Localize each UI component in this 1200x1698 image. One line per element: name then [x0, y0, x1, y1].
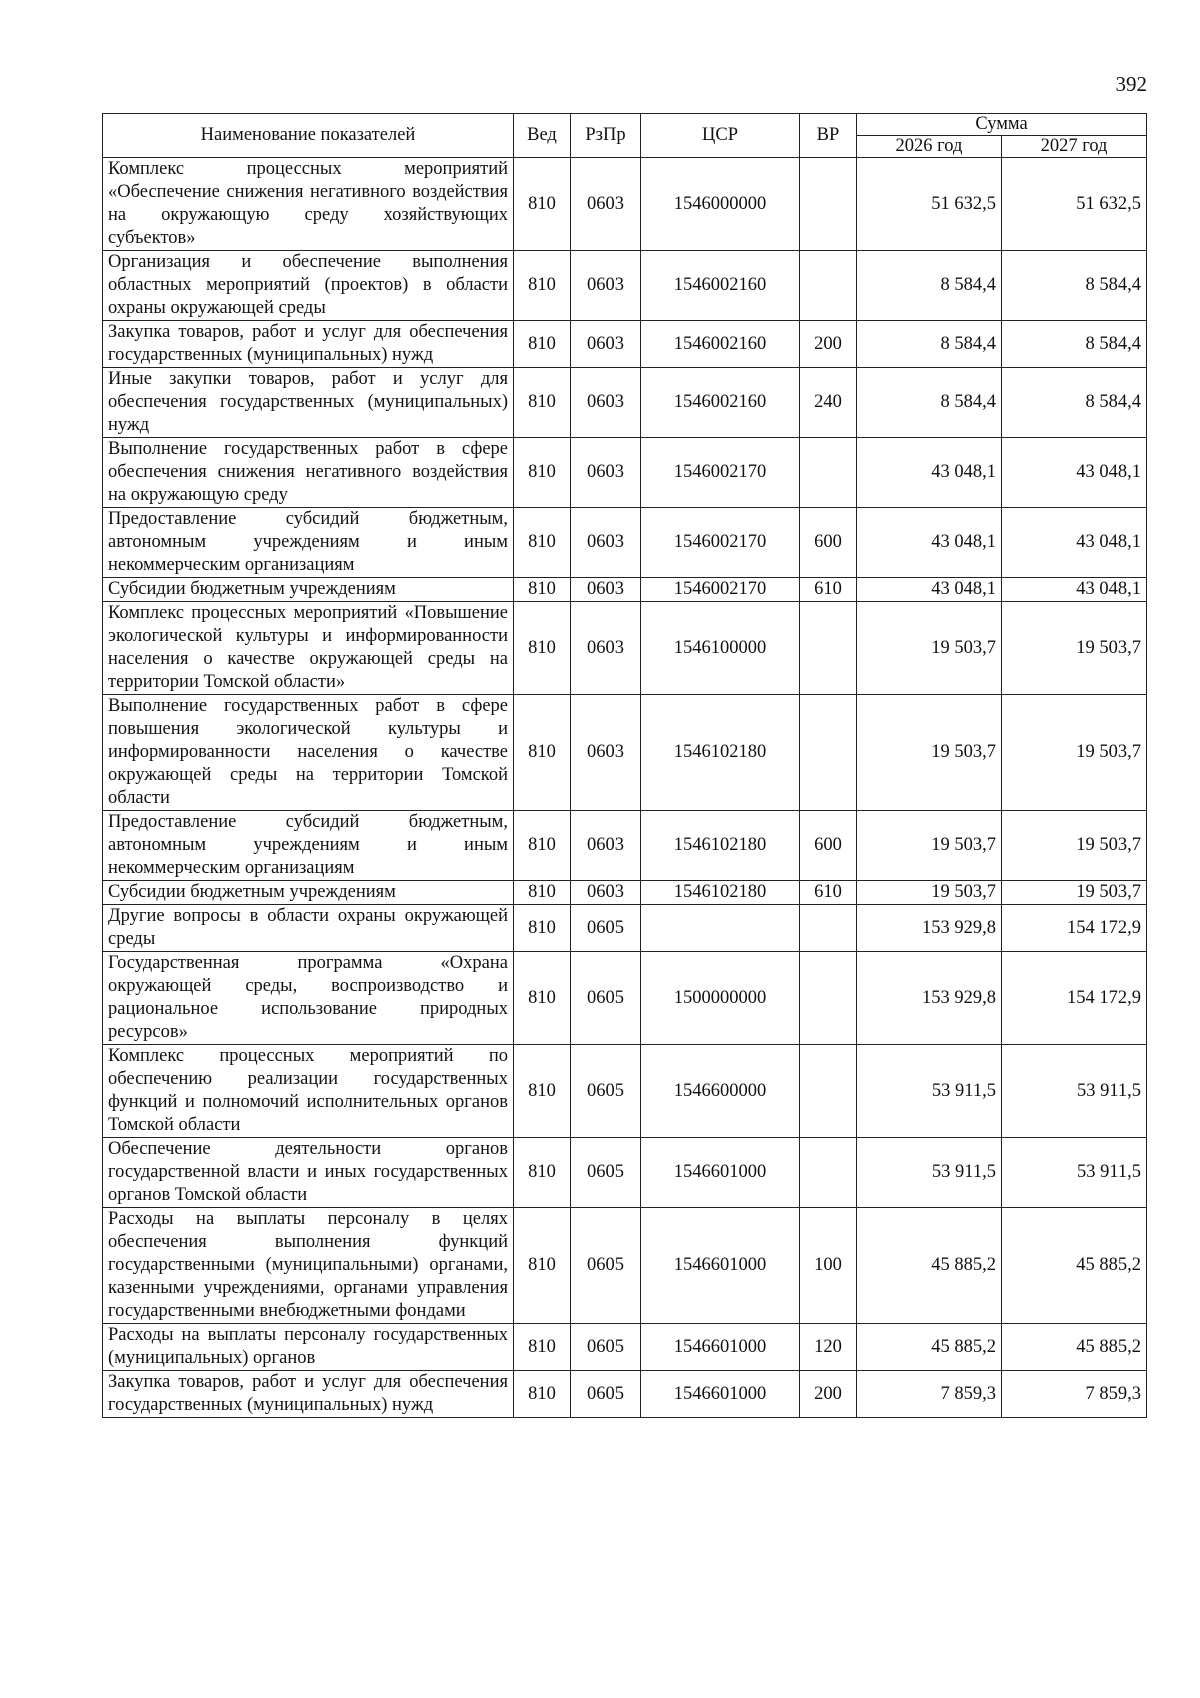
row-ved: 810 — [514, 578, 571, 602]
table-row — [103, 881, 1147, 905]
row-csr: 1500000000 — [641, 952, 800, 1045]
row-ved: 810 — [514, 368, 571, 438]
row-vr: 600 — [800, 811, 857, 881]
row-rzpr: 0603 — [571, 438, 641, 508]
row-vr — [800, 905, 857, 952]
row-rzpr: 0603 — [571, 695, 641, 811]
row-csr: 1546102180 — [641, 811, 800, 881]
row-name: Субсидии бюджетным учреждениям — [103, 881, 514, 905]
row-vr — [800, 695, 857, 811]
row-csr: 1546102180 — [641, 695, 800, 811]
row-csr: 1546002170 — [641, 508, 800, 578]
row-sum-2026: 153 929,8 — [857, 905, 1002, 952]
row-sum-2027: 7 859,3 — [1002, 1371, 1147, 1418]
row-rzpr: 0603 — [571, 368, 641, 438]
row-name: Закупка товаров, работ и услуг для обеспечения государственных (муниципальных) нужд — [103, 321, 514, 368]
row-rzpr: 0605 — [571, 1324, 641, 1371]
row-ved: 810 — [514, 1138, 571, 1208]
page-number: 392 — [1115, 72, 1147, 96]
header-vr: ВР — [800, 114, 857, 158]
row-sum-2027: 45 885,2 — [1002, 1208, 1147, 1324]
row-csr: 1546601000 — [641, 1138, 800, 1208]
table-row — [103, 1371, 1147, 1418]
header-year-2027: 2027 год — [1002, 136, 1147, 158]
row-vr: 200 — [800, 1371, 857, 1418]
row-sum-2027: 19 503,7 — [1002, 602, 1147, 695]
row-rzpr: 0605 — [571, 1045, 641, 1138]
row-name: Расходы на выплаты персоналу в целях обеспечения выполнения функций государственными (муниципальными) органами, казенными учреждениями, органами управления государственными внебюджетными фондами — [103, 1208, 514, 1324]
row-csr — [641, 905, 800, 952]
table-row — [103, 602, 1147, 695]
row-csr: 1546100000 — [641, 602, 800, 695]
row-name: Обеспечение деятельности органов государственной власти и иных государственных органов Томской области — [103, 1138, 514, 1208]
row-vr — [800, 1138, 857, 1208]
row-vr: 600 — [800, 508, 857, 578]
row-rzpr: 0605 — [571, 905, 641, 952]
row-rzpr: 0605 — [571, 1208, 641, 1324]
row-csr: 1546002160 — [641, 368, 800, 438]
row-name: Расходы на выплаты персоналу государственных (муниципальных) органов — [103, 1324, 514, 1371]
table-row — [103, 158, 1147, 251]
table-row — [103, 1208, 1147, 1324]
table-row — [103, 811, 1147, 881]
row-vr: 610 — [800, 881, 857, 905]
header-ved: Вед — [514, 114, 571, 158]
table-body — [103, 158, 1147, 1418]
row-sum-2026: 43 048,1 — [857, 578, 1002, 602]
row-vr — [800, 952, 857, 1045]
row-sum-2027: 8 584,4 — [1002, 368, 1147, 438]
row-csr: 1546002170 — [641, 578, 800, 602]
row-rzpr: 0603 — [571, 508, 641, 578]
row-rzpr: 0603 — [571, 602, 641, 695]
row-sum-2026: 53 911,5 — [857, 1138, 1002, 1208]
row-csr: 1546000000 — [641, 158, 800, 251]
row-ved: 810 — [514, 881, 571, 905]
row-rzpr: 0605 — [571, 952, 641, 1045]
row-name: Комплекс процессных мероприятий по обеспечению реализации государственных функций и полномочий исполнительных органов Томской области — [103, 1045, 514, 1138]
row-sum-2027: 19 503,7 — [1002, 811, 1147, 881]
row-sum-2026: 19 503,7 — [857, 695, 1002, 811]
row-ved: 810 — [514, 602, 571, 695]
row-sum-2027: 43 048,1 — [1002, 578, 1147, 602]
table-row — [103, 251, 1147, 321]
row-name: Государственная программа «Охрана окружающей среды, воспроизводство и рациональное использование природных ресурсов» — [103, 952, 514, 1045]
row-rzpr: 0603 — [571, 811, 641, 881]
row-sum-2027: 53 911,5 — [1002, 1045, 1147, 1138]
header-name: Наименование показателей — [103, 114, 514, 158]
header-year-2026: 2026 год — [857, 136, 1002, 158]
row-name: Иные закупки товаров, работ и услуг для обеспечения государственных (муниципальных) нужд — [103, 368, 514, 438]
row-ved: 810 — [514, 952, 571, 1045]
row-vr: 200 — [800, 321, 857, 368]
row-ved: 810 — [514, 1324, 571, 1371]
row-ved: 810 — [514, 1045, 571, 1138]
table-header — [103, 114, 1147, 158]
row-name: Выполнение государственных работ в сфере обеспечения снижения негативного воздействия на окружающую среду — [103, 438, 514, 508]
row-csr: 1546002160 — [641, 251, 800, 321]
budget-table — [102, 113, 1147, 1418]
header-csr: ЦСР — [641, 114, 800, 158]
row-rzpr: 0605 — [571, 1371, 641, 1418]
row-vr: 100 — [800, 1208, 857, 1324]
row-ved: 810 — [514, 1208, 571, 1324]
row-sum-2026: 43 048,1 — [857, 508, 1002, 578]
row-ved: 810 — [514, 251, 571, 321]
row-sum-2026: 43 048,1 — [857, 438, 1002, 508]
table-row — [103, 1138, 1147, 1208]
row-sum-2027: 45 885,2 — [1002, 1324, 1147, 1371]
row-ved: 810 — [514, 321, 571, 368]
row-csr: 1546601000 — [641, 1208, 800, 1324]
row-sum-2027: 154 172,9 — [1002, 905, 1147, 952]
row-ved: 810 — [514, 438, 571, 508]
row-rzpr: 0603 — [571, 251, 641, 321]
row-sum-2026: 45 885,2 — [857, 1324, 1002, 1371]
row-sum-2026: 51 632,5 — [857, 158, 1002, 251]
row-vr — [800, 251, 857, 321]
row-name: Предоставление субсидий бюджетным, автономным учреждениям и иным некоммерческим организациям — [103, 811, 514, 881]
row-sum-2027: 53 911,5 — [1002, 1138, 1147, 1208]
row-sum-2026: 19 503,7 — [857, 602, 1002, 695]
row-ved: 810 — [514, 508, 571, 578]
table-row — [103, 438, 1147, 508]
table-row — [103, 952, 1147, 1045]
row-csr: 1546002170 — [641, 438, 800, 508]
row-sum-2026: 19 503,7 — [857, 881, 1002, 905]
row-rzpr: 0603 — [571, 158, 641, 251]
row-ved: 810 — [514, 695, 571, 811]
row-sum-2027: 8 584,4 — [1002, 251, 1147, 321]
row-name: Комплекс процессных мероприятий «Повышение экологической культуры и информированности населения о качестве окружающей среды на территории Томской области» — [103, 602, 514, 695]
row-ved: 810 — [514, 1371, 571, 1418]
row-sum-2027: 154 172,9 — [1002, 952, 1147, 1045]
row-sum-2027: 19 503,7 — [1002, 881, 1147, 905]
row-vr — [800, 1045, 857, 1138]
table-row — [103, 695, 1147, 811]
row-name: Предоставление субсидий бюджетным, автономным учреждениям и иным некоммерческим организациям — [103, 508, 514, 578]
header-rzpr: РзПр — [571, 114, 641, 158]
row-csr: 1546601000 — [641, 1371, 800, 1418]
table-row — [103, 508, 1147, 578]
row-sum-2027: 19 503,7 — [1002, 695, 1147, 811]
row-ved: 810 — [514, 811, 571, 881]
table-row — [103, 578, 1147, 602]
row-vr — [800, 438, 857, 508]
table-row — [103, 368, 1147, 438]
row-ved: 810 — [514, 158, 571, 251]
row-csr: 1546102180 — [641, 881, 800, 905]
table-row — [103, 1324, 1147, 1371]
row-ved: 810 — [514, 905, 571, 952]
row-sum-2026: 7 859,3 — [857, 1371, 1002, 1418]
row-rzpr: 0605 — [571, 1138, 641, 1208]
row-vr — [800, 602, 857, 695]
row-csr: 1546600000 — [641, 1045, 800, 1138]
row-name: Другие вопросы в области охраны окружающей среды — [103, 905, 514, 952]
row-rzpr: 0603 — [571, 881, 641, 905]
row-name: Организация и обеспечение выполнения областных мероприятий (проектов) в области охраны окружающей среды — [103, 251, 514, 321]
row-name: Комплекс процессных мероприятий «Обеспечение снижения негативного воздействия на окружающую среду хозяйствующих субъектов» — [103, 158, 514, 251]
row-csr: 1546601000 — [641, 1324, 800, 1371]
row-csr: 1546002160 — [641, 321, 800, 368]
row-sum-2027: 51 632,5 — [1002, 158, 1147, 251]
row-sum-2026: 19 503,7 — [857, 811, 1002, 881]
row-sum-2027: 43 048,1 — [1002, 438, 1147, 508]
row-name: Закупка товаров, работ и услуг для обеспечения государственных (муниципальных) нужд — [103, 1371, 514, 1418]
row-name: Выполнение государственных работ в сфере повышения экологической культуры и информированности населения о качестве окружающей среды на территории Томской области — [103, 695, 514, 811]
row-vr: 240 — [800, 368, 857, 438]
table-row — [103, 1045, 1147, 1138]
row-vr: 120 — [800, 1324, 857, 1371]
row-sum-2026: 8 584,4 — [857, 321, 1002, 368]
row-name: Субсидии бюджетным учреждениям — [103, 578, 514, 602]
row-sum-2026: 45 885,2 — [857, 1208, 1002, 1324]
table-row — [103, 321, 1147, 368]
row-sum-2027: 43 048,1 — [1002, 508, 1147, 578]
row-vr — [800, 158, 857, 251]
row-sum-2026: 153 929,8 — [857, 952, 1002, 1045]
row-vr: 610 — [800, 578, 857, 602]
table-row — [103, 905, 1147, 952]
header-sum: Сумма — [857, 114, 1147, 136]
row-sum-2026: 8 584,4 — [857, 368, 1002, 438]
row-sum-2027: 8 584,4 — [1002, 321, 1147, 368]
row-rzpr: 0603 — [571, 321, 641, 368]
row-sum-2026: 53 911,5 — [857, 1045, 1002, 1138]
row-sum-2026: 8 584,4 — [857, 251, 1002, 321]
row-rzpr: 0603 — [571, 578, 641, 602]
